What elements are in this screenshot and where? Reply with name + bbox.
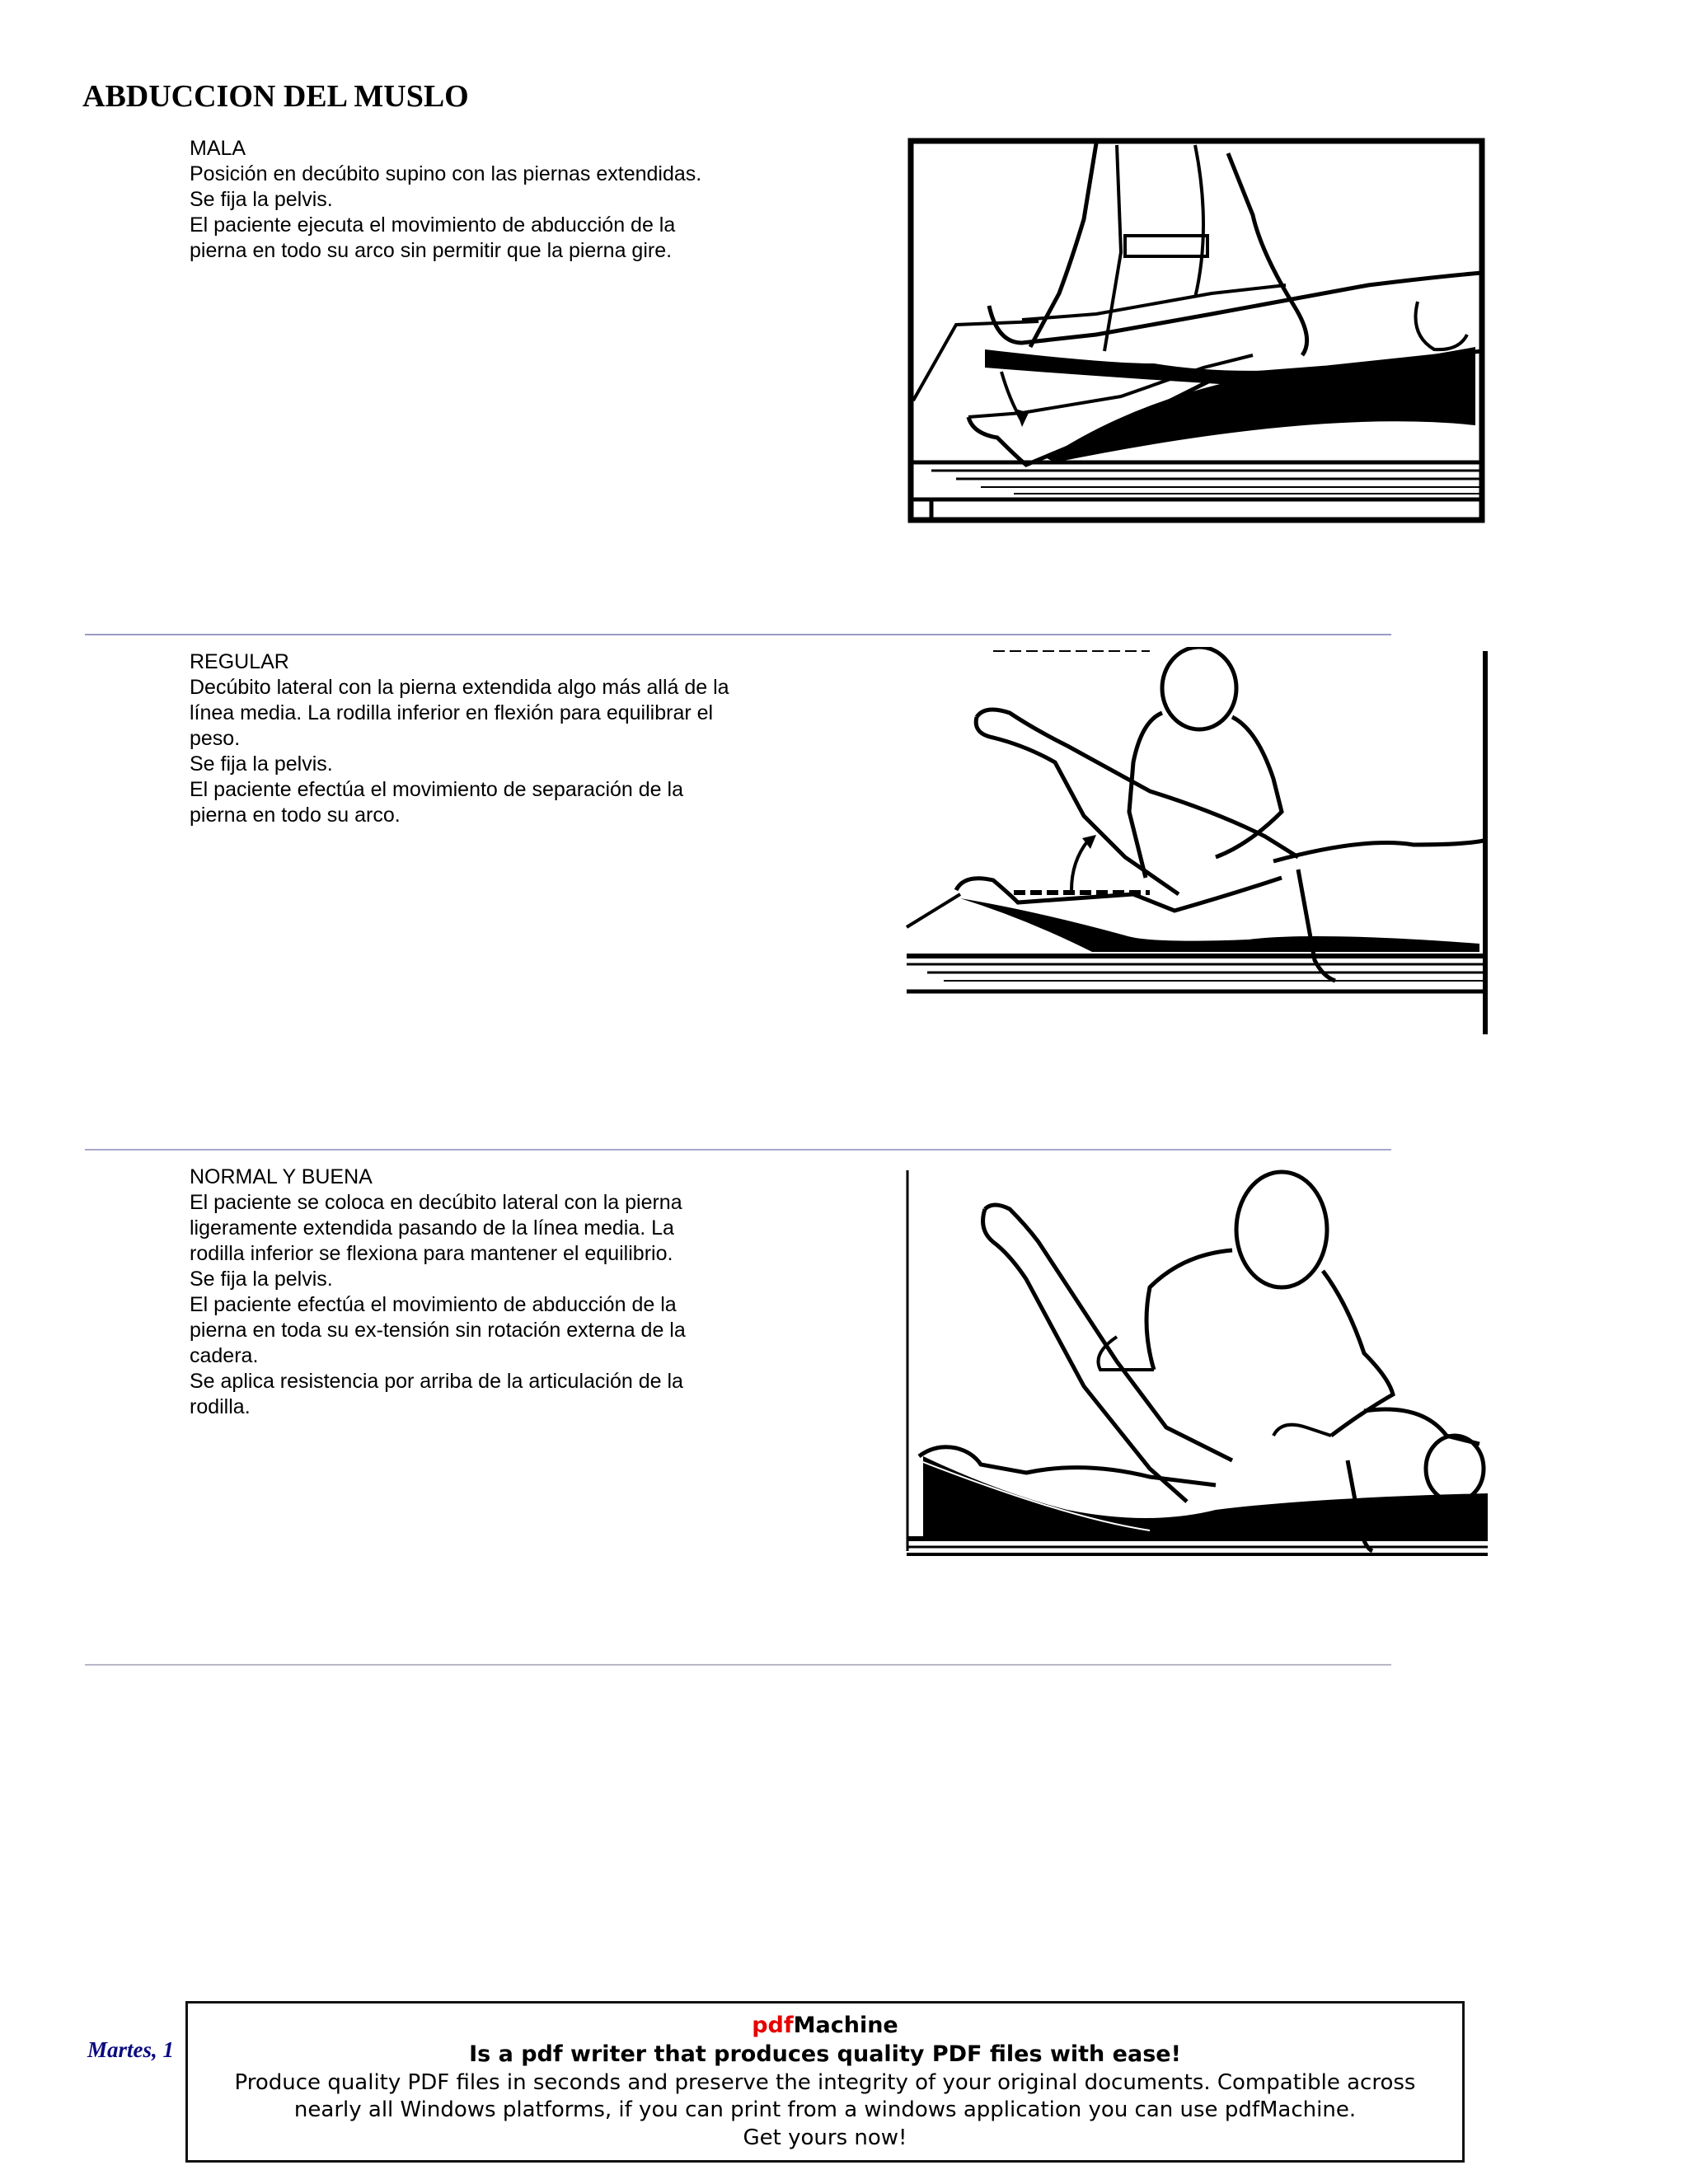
grade-label: REGULAR <box>190 650 289 673</box>
text-line: Se fija la pelvis. <box>190 1268 333 1291</box>
banner-description-line: nearly all Windows platforms, if you can print from a windows application you can use pdfMachine. <box>293 2097 1357 2122</box>
brand-prefix: pdf <box>752 2013 794 2038</box>
supine-abduction-illustration <box>907 137 1488 526</box>
text-line: pierna en todo su arco sin permitir que la pierna gire. <box>190 239 673 262</box>
pdfmachine-banner[interactable] <box>185 2001 1465 2163</box>
text-line: Decúbito lateral con la pierna extendida algo más allá de la <box>190 676 729 699</box>
text-line: El paciente efectúa el movimiento de abducción de la <box>190 1293 677 1316</box>
text-line: cadera. <box>190 1344 259 1367</box>
banner-description-line: Produce quality PDF files in seconds and preserve the integrity of your original documents. Compatible across <box>234 2070 1416 2095</box>
text-line: El paciente efectúa el movimiento de separación de la <box>190 778 683 801</box>
text-line: ligeramente extendida pasando de la línea media. La <box>190 1216 674 1240</box>
text-line: pierna en todo su arco. <box>190 804 401 827</box>
section-divider <box>85 1664 1391 1666</box>
figure-normal-buena-illustration <box>903 1164 1489 1558</box>
banner-cta-link[interactable]: Get yours now! <box>743 2125 907 2150</box>
grade-label: MALA <box>190 137 246 160</box>
text-line: pierna en toda su ex-tensión sin rotación externa de la <box>190 1319 686 1342</box>
page-title: ABDUCCION DEL MUSLO <box>82 79 469 114</box>
brand-name <box>188 2012 1462 2040</box>
text-line: Se fija la pelvis. <box>190 188 333 211</box>
text-line: El paciente ejecuta el movimiento de abducción de la <box>190 213 676 237</box>
text-line: peso. <box>190 727 241 750</box>
text-line: rodilla. <box>190 1395 251 1418</box>
section-mala-text <box>190 136 799 264</box>
section-divider <box>85 634 1391 635</box>
brand-suffix: Machine <box>793 2013 898 2038</box>
grade-label: NORMAL Y BUENA <box>190 1165 373 1188</box>
footer-date: Martes, 1 <box>87 2037 175 2062</box>
text-line: Posición en decúbito supino con las piernas extendidas. <box>190 162 702 185</box>
text-line: línea media. La rodilla inferior en flexión para equilibrar el <box>190 701 714 724</box>
figure-regular-illustration <box>903 647 1489 1038</box>
text-line: Se aplica resistencia por arriba de la articulación de la <box>190 1370 683 1393</box>
section-divider <box>85 1149 1391 1151</box>
side-lying-abduction-illustration <box>903 647 1489 1038</box>
figure-mala-illustration <box>907 137 1488 526</box>
section-regular-text <box>190 649 799 828</box>
resisted-abduction-illustration <box>903 1164 1489 1558</box>
text-line: El paciente se coloca en decúbito lateral con la pierna <box>190 1191 682 1214</box>
banner-tagline: Is a pdf writer that produces quality PDF files with ease! <box>469 2041 1181 2067</box>
section-normal-buena-text <box>190 1165 799 1420</box>
text-line: rodilla inferior se flexiona para mantener el equilibrio. <box>190 1242 673 1265</box>
text-line: Se fija la pelvis. <box>190 752 333 776</box>
